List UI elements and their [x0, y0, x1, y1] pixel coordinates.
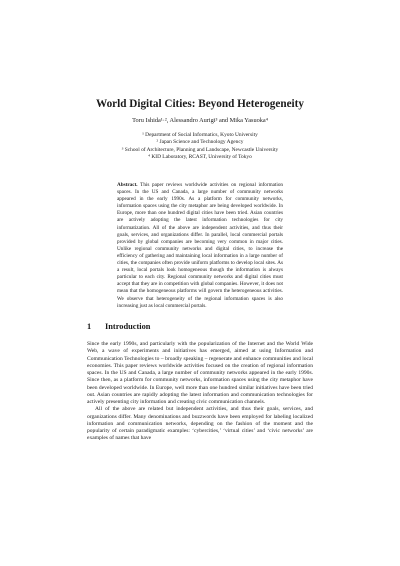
affiliation-2: ² Japan Science and Technology Agency: [156, 139, 244, 146]
paragraph-2: All of the above are related but independent activities, and thus their goals, services, and organizations differ. Many denominations and buzzwords have been employed for labeling localized information and communication networks, depending on the fashion of the moment and the popularity of certain paradigmatic examples: ‘cybercities,’ ‘virtual cities’ and ‘civic networks’ are examples of names that have: [87, 406, 313, 442]
affiliation-3: ³ School of Architecture, Planning and Landscape, Newcastle University: [121, 146, 279, 153]
affiliation-list: [0, 132, 400, 161]
affiliation-1: ¹ Department of Social Informatics, Kyoto University: [142, 132, 258, 138]
section-heading: [87, 322, 150, 332]
paper-title: World Digital Cities: Beyond Heterogeneity: [96, 98, 304, 110]
abstract: [117, 182, 283, 310]
body-text: [87, 341, 313, 443]
author-list: Toru Ishida¹·², Alessandro Aurigi³ and Mika Yasuoka⁴: [132, 117, 268, 124]
abstract-label: Abstract.: [117, 182, 138, 188]
affiliation-4: ⁴ KID Laboratory, RCAST, University of Tokyo: [148, 153, 252, 160]
section-title: Introduction: [105, 322, 151, 331]
abstract-text: This paper reviews worldwide activities on regional information spaces. In the US and Canada, a large number of community networks appeared in the early 1990s. As a platform for community networks, information spaces using the city metaphor are being developed worldwide. In Europe, more than one hundred digital cities have been tried. Asian countries are actively adopting the latest information technologies for city informatization. All of the above are independent activities, and thus their goals, services, and organizations differ. In parallel, local commercial portals provided by global companies are becoming very common in major cities. Unlike regional community networks and digital cities, to increase the efficiency of gathering and maintaining local information in a large number of cities, the companies often provide uniform platforms to develop local sites. As a result, local portals look homogeneous though the information is always particular to each city. Regional community networks and digital cities must accept that they are in competition with global companies. However, it does not mean that the homogeneous platforms will govern the heterogeneous activities. We observe that heterogeneity of the regional information spaces is also increasing just as local commercial portals.: [117, 182, 284, 309]
paragraph-1: Since the early 1990s, and particularly with the popularization of the Internet and the World Wide Web, a wave of experiments and initiatives has emerged, aimed at using Information and Communication Technologies to – broadly speaking – regenerate and enhance communities and local economies. This paper reviews worldwide activities focused on the creation of regional information spaces. In the US and Canada, a large number of community networks appeared in the early 1990s. Since then, as a platform for community networks, information spaces using the city metaphor have been developed worldwide. In Europe, well more than one hundred similar initiatives have been tried out. Asian countries are rapidly adopting the latest information and communication technologies for actively presenting city information and creating civic communication channels.: [87, 341, 313, 405]
section-number: 1: [87, 322, 92, 331]
